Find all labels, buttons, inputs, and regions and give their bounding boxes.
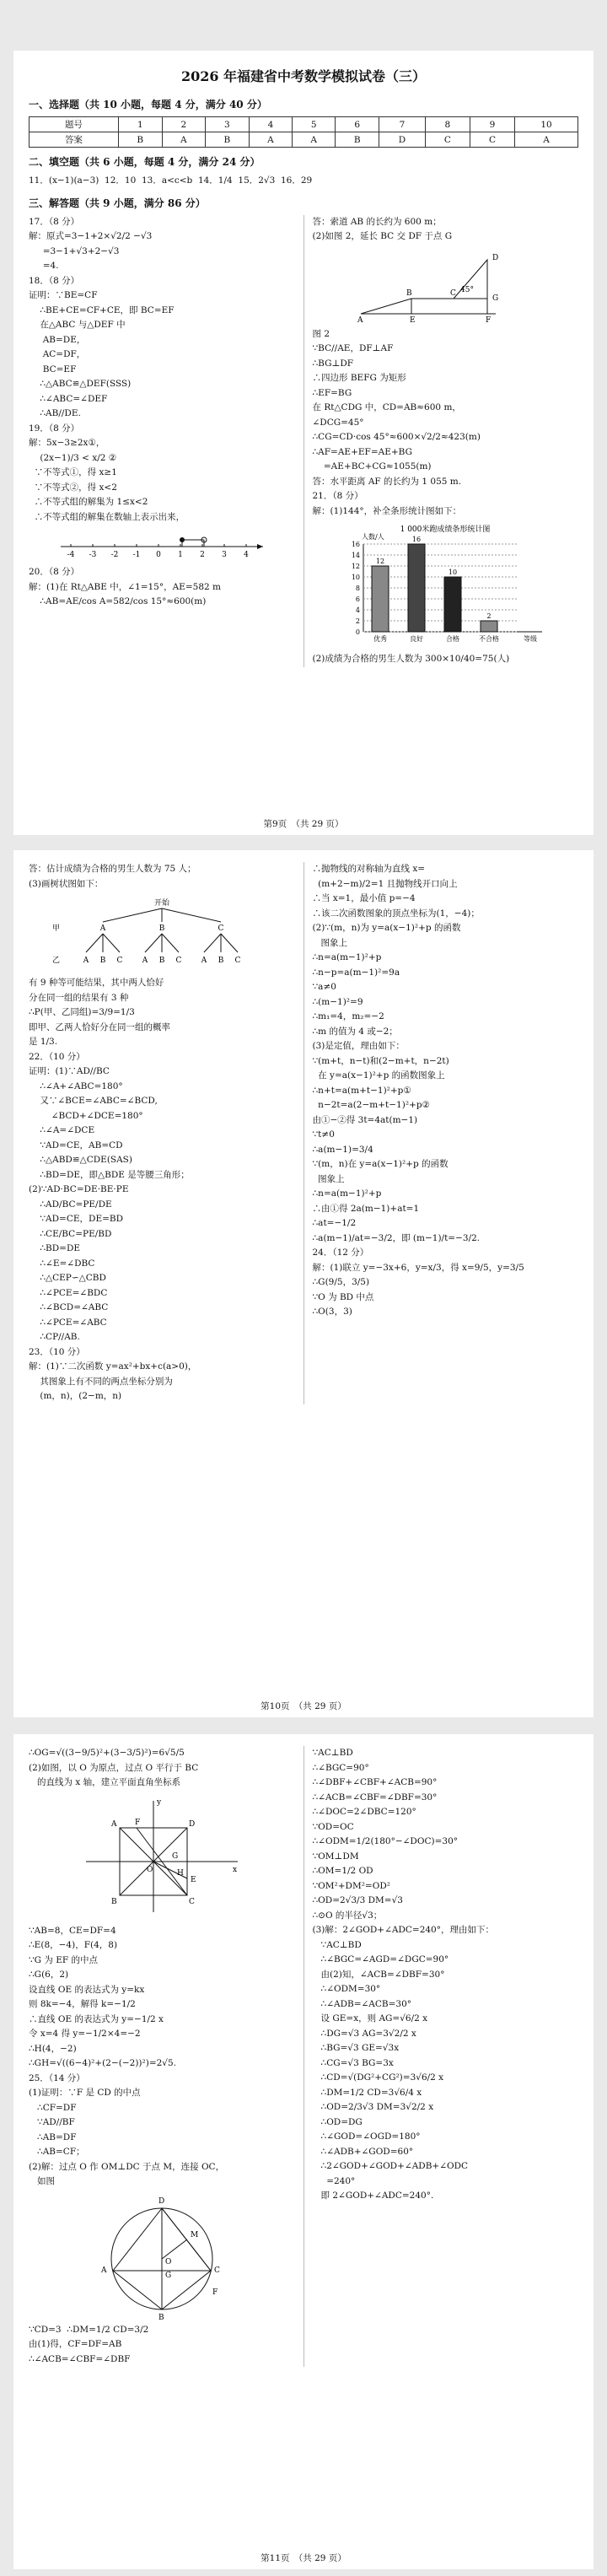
text-line: ∴CG=CD·cos 45°≈600×√2/2≈423(m) <box>312 432 481 442</box>
coordinate-figure <box>78 1794 246 1921</box>
text-line: ∴(m−1)²=9 <box>312 996 363 1007</box>
text-line: ∵OD=OC <box>312 1821 354 1832</box>
text-line: ∵CD=3 ∴DM=1/2 CD=3/2 <box>29 2324 149 2335</box>
tick-label: -3 <box>89 551 97 559</box>
y-tick-label: 0 <box>356 628 361 636</box>
tree-leaf: A <box>83 957 89 965</box>
tree-leaf: C <box>234 957 241 965</box>
table-cell: A <box>162 132 205 148</box>
text-line: 图象上 <box>312 1173 345 1184</box>
y-tick-label: 6 <box>356 595 361 603</box>
text-line: ∴当 x=1，最小值 p=−4 <box>312 893 416 903</box>
p2-right-column <box>304 862 579 1404</box>
text-line: 设直线 OE 的表达式为 y=kx <box>29 1984 145 1995</box>
text-line: ∴DG=√3 AG=3√2/2 x <box>312 2028 416 2039</box>
y-axis-label: 人数/人 <box>362 533 384 541</box>
text-line: ∴BG=√3 GE=√3x <box>312 2043 400 2053</box>
text-line: ∴OG=√((3−9/5)²+(3−3/5)²)=6√5/5 <box>29 1748 185 1758</box>
bar <box>372 566 389 632</box>
point-label: C <box>188 1897 195 1906</box>
tree-leaf: C <box>116 957 123 965</box>
p1-left-column <box>29 215 295 667</box>
point-label: A <box>100 2266 107 2275</box>
text-line: ∴CP//AB. <box>29 1332 80 1342</box>
tree-node: A <box>99 924 105 933</box>
table-cell: A <box>293 132 336 148</box>
text-line: ∵a≠0 <box>312 982 336 992</box>
text-line: ∴a(m−1)=3/4 <box>312 1144 373 1155</box>
text-line: ∴AB=DF <box>29 2131 77 2142</box>
text-line: ∴∠A=∠DCE <box>29 1125 95 1135</box>
tree-leaf: A <box>201 957 207 965</box>
page-title: 2026 年福建省中考数学模拟试卷（三） <box>180 68 427 84</box>
section-1-heading: 一、选择题（共 10 小题，每题 4 分，满分 40 分） <box>29 99 267 110</box>
point-label: O <box>146 1865 153 1874</box>
tree-leaf: B <box>99 957 106 965</box>
text-line: =4. <box>29 261 59 271</box>
text-line: (2)∵(m，n)为 y=a(x−1)²+p 的函数 <box>312 923 461 933</box>
x-tick-label: 不合格 <box>479 635 500 643</box>
bar-value-label: 12 <box>376 558 385 565</box>
text-line: (2)如图 2，延长 BC 交 DF 于点 G <box>312 231 453 241</box>
text-line: ∴n+t=a(m+t−1)²+p① <box>312 1085 411 1096</box>
text-line: 19．（8 分） <box>29 423 80 434</box>
text-line: (m，n)，(2−m，n) <box>29 1391 122 1401</box>
text-line: ∴BD=DE <box>29 1243 81 1253</box>
text-line: 20．（8 分） <box>29 567 80 577</box>
text-line: (2)成绩为合格的男生人数为 300×10/40=75(人) <box>312 654 510 664</box>
text-line: 设 GE=x，则 AG=√6/2 x <box>312 2013 428 2024</box>
tick-label: -4 <box>67 551 75 559</box>
text-line: 即甲、乙两人恰好分在同一组的概率 <box>29 1021 170 1032</box>
point-label: E <box>410 315 416 324</box>
text-line: ∴AF=AE+EF=AE+BG <box>312 446 412 457</box>
text-line: ∴抛物线的对称轴为直线 x= <box>312 864 426 874</box>
text-line: ∴CG=√3 BG=3x <box>312 2057 394 2068</box>
text-line: ∴OM=1/2 OD <box>312 1866 373 1876</box>
text-line: 由①−②得 3t=4at(m−1) <box>312 1114 418 1125</box>
text-line: (2)解：过点 O 作 OM⊥DC 于点 M，连接 OC， <box>29 2161 225 2172</box>
bar-chart <box>340 522 551 649</box>
text-line: ∴CF=DF <box>29 2102 77 2113</box>
text-line: 图 2 <box>312 328 330 339</box>
text-line: ∴不等式组的解集为 1≤x<2 <box>29 497 148 507</box>
tick-label: -2 <box>110 551 119 559</box>
text-line: ∴CE/BC=PE/BD <box>29 1228 112 1239</box>
tick-label: 1 <box>177 551 183 559</box>
table-cell: B <box>205 132 249 148</box>
text-line: ∵OM²+DM²=OD² <box>312 1880 390 1891</box>
text-line: ∴m₁=4，m₂=−2 <box>312 1011 384 1021</box>
text-line: 则 8k=−4，解得 k=−1/2 <box>29 1999 136 2009</box>
text-line: ∵OM⊥DM <box>312 1851 359 1862</box>
point-label: D <box>492 253 499 262</box>
text-line: 其图象上有不同的两点坐标分别为 <box>29 1376 173 1387</box>
table-cell: C <box>425 132 470 148</box>
text-line: ∴不等式组的解集在数轴上表示出来， <box>29 511 185 522</box>
point-label: B <box>110 1897 117 1906</box>
point-label: D <box>158 2196 164 2206</box>
point-label: F <box>134 1818 140 1827</box>
text-line: 在△ABC 与△DEF 中 <box>29 320 126 330</box>
text-line: ∴a(m−1)/at=−3/2，即 (m−1)/t=−3/2. <box>312 1232 481 1243</box>
point-label: y <box>156 1797 161 1807</box>
table-cell: 答案 <box>30 132 119 148</box>
fill-answers: 11．(x−1)(a−3) 12．10 13．a<c<b 14．1/4 15．2√3 16．29 <box>29 175 313 186</box>
text-line: ∴BG⊥DF <box>312 358 354 369</box>
text-line: 解：(1)∵二次函数 y=ax²+bx+c(a>0)， <box>29 1361 197 1372</box>
point-label: O <box>164 2257 172 2266</box>
y-tick-label: 12 <box>352 563 361 570</box>
y-tick-label: 16 <box>352 541 361 548</box>
table-cell: D <box>379 132 426 148</box>
point-label: 45° <box>460 285 475 294</box>
text-line: 21．（8 分） <box>312 491 363 501</box>
table-cell: 5 <box>293 117 336 132</box>
text-line: ∴n=a(m−1)²+p <box>312 1188 382 1199</box>
text-line: ∴P(甲、乙同组)=3/9=1/3 <box>29 1007 135 1017</box>
tick-label: 0 <box>155 551 161 559</box>
table-cell: A <box>515 132 578 148</box>
chart-title: 1 000米跑成绩条形统计图 <box>400 525 491 534</box>
text-line: ∴AB=CF； <box>29 2147 85 2157</box>
table-cell: 4 <box>249 117 292 132</box>
text-line: 证明：(1)∵AD//BC <box>29 1066 110 1076</box>
text-line: ∴OD=2√3/3 DM=√3 <box>312 1895 403 1905</box>
page-9 <box>13 51 594 835</box>
text-line: ∴OD=DG <box>312 2116 363 2127</box>
text-line: ∠BCD+∠DCE=180° <box>29 1110 143 1121</box>
page-footer: 第11页 （共 29 页） <box>261 2553 346 2563</box>
point-label: B <box>406 288 412 298</box>
text-line: ∵(m+t，n−t)和(2−m+t，n−2t) <box>312 1055 449 1066</box>
circle-figure <box>86 2193 238 2320</box>
text-line: 24．（12 分） <box>312 1248 369 1258</box>
text-line: ∵O 为 BD 中点 <box>312 1291 374 1302</box>
text-line: ∴∠ACB=∠CBF=∠DBF <box>29 2353 131 2364</box>
table-cell: B <box>118 132 162 148</box>
bar-value-label: 10 <box>449 569 458 576</box>
text-line: ∵AC⊥BD <box>312 1748 353 1758</box>
page-footer: 第10页 （共 29 页） <box>261 1701 346 1711</box>
text-line: 是 1/3. <box>29 1037 58 1047</box>
text-line: 令 x=4 得 y=−1/2×4=−2 <box>29 2029 141 2039</box>
text-line: ∴G(6，2) <box>29 1970 69 1980</box>
tick-label: 3 <box>221 551 227 559</box>
table-cell: C <box>470 132 514 148</box>
text-line: 22．（10 分） <box>29 1051 85 1062</box>
text-line: ∴BD=DE，即△BDE 是等腰三角形； <box>29 1169 190 1180</box>
text-line: ∴∠BGC=90° <box>312 1762 369 1773</box>
geometry-figure-2 <box>352 248 538 324</box>
section-2-heading: 二、填空题（共 6 小题，每题 4 分，满分 24 分） <box>29 156 261 168</box>
text-line: ∴∠ACB=∠CBF=∠DBF=30° <box>312 1792 438 1803</box>
text-line: ∴由①得 2a(m−1)+at=1 <box>312 1203 420 1214</box>
text-line: ∠DCG=45° <box>312 417 364 428</box>
x-tick-label: 优秀 <box>373 635 388 643</box>
text-line: (2)如图，以 O 为原点，过点 O 平行于 BC <box>29 1762 199 1773</box>
bar-value-label: 16 <box>412 536 422 543</box>
text-line: 在 y=a(x−1)²+p 的函数图象上 <box>312 1070 445 1081</box>
text-line: =AE+BC+CG≈1055(m) <box>312 461 432 472</box>
text-line: ∴2∠GOD+∠GOD+∠ADB+∠ODC <box>312 2161 469 2171</box>
text-line: (2)∵AD·BC=DE·BE·PE <box>29 1184 129 1194</box>
text-line: ∴at=−1/2 <box>312 1218 357 1228</box>
text-line: ∴△ABD≌△CDE(SAS) <box>29 1155 132 1165</box>
tree-leaf: C <box>175 957 182 965</box>
y-tick-label: 14 <box>352 552 361 559</box>
table-cell: 8 <box>425 117 470 132</box>
text-line: ∴直线 OE 的表达式为 y=−1/2 x <box>29 2013 164 2024</box>
tree-root: 开始 <box>153 899 169 908</box>
text-line: 25．（14 分） <box>29 2072 85 2083</box>
bar <box>444 577 461 632</box>
text-line: (1)证明：∵F 是 CD 的中点 <box>29 2088 141 2098</box>
text-line: ∵(m，n)在 y=a(x−1)²+p 的函数 <box>312 1159 449 1169</box>
tree-leaf: B <box>158 957 165 965</box>
x-axis-label: 等级 <box>524 635 538 643</box>
text-line: ∴∠GOD=∠OGD=180° <box>312 2131 421 2142</box>
tick-label: 2 <box>199 551 205 559</box>
y-tick-label: 10 <box>352 574 361 581</box>
point-label: H <box>176 1868 184 1878</box>
text-line: n−2t=a(2−m+t−1)²+p② <box>312 1100 430 1110</box>
text-line: ∴∠BGC=∠AGD=∠DGC=90° <box>312 1954 449 1964</box>
page-10 <box>13 850 594 1717</box>
bar-value-label: 2 <box>486 612 492 620</box>
text-line: 答：估计成绩为合格的男生人数为 75 人； <box>29 864 196 874</box>
text-line: 答：水平距离 AF 的长约为 1 055 m. <box>312 476 462 487</box>
text-line: ∴OD=2/3√3 DM=3√2/2 x <box>312 2102 434 2112</box>
y-tick-label: 2 <box>356 617 361 625</box>
text-line: (3)是定值，理由如下： <box>312 1041 405 1051</box>
point-label: G <box>164 2271 171 2280</box>
text-line: 解：(1)在 Rt△ABE 中，∠1=15°，AE=582 m <box>29 581 221 592</box>
table-cell: A <box>249 132 292 148</box>
text-line: ∴CD=√(DG²+CG²)=3√6/2 x <box>312 2072 444 2083</box>
table-cell: 7 <box>379 117 426 132</box>
point-label: G <box>492 294 499 303</box>
text-line: ∴BE+CE=CF+CE，即 BC=EF <box>29 304 175 315</box>
x-tick-label: 良好 <box>410 635 424 643</box>
text-line: ∵AB=8，CE=DF=4 <box>29 1925 116 1936</box>
tree-node: C <box>218 924 224 933</box>
text-line: 如图 <box>29 2176 56 2186</box>
text-line: ∴n−p=a(m−1)²=9a <box>312 967 400 978</box>
text-line: 由(1)得，CF=DF=AB <box>29 2339 122 2349</box>
point-label: x <box>232 1865 237 1874</box>
tree-leaf: B <box>218 957 224 965</box>
text-line: 解：(1)联立 y=−3x+6，y=x/3，得 x=9/5，y=3/5 <box>312 1262 524 1273</box>
text-line: 解：原式=3−1+2×√2/2 −√3 <box>29 231 153 241</box>
text-line: =3−1+√3+2−√3 <box>29 245 120 256</box>
tree-diagram <box>35 895 288 973</box>
text-line: 证明：∵BE=CF <box>29 290 98 300</box>
table-cell: 题号 <box>30 117 119 132</box>
text-line: ∵G 为 EF 的中点 <box>29 1954 99 1965</box>
text-line: 又∵∠BCE=∠ABC=∠BCD, <box>29 1096 158 1106</box>
text-line: ∴该二次函数图象的顶点坐标为(1，−4)； <box>312 908 480 919</box>
text-line: 17．（8 分） <box>29 216 80 227</box>
answer-table <box>29 116 578 148</box>
text-line: (3)解：2∠GOD+∠ADC=240°，理由如下： <box>312 1925 494 1935</box>
text-line: ∴n=a(m−1)²+p <box>312 952 382 962</box>
text-line: ∴∠E=∠DBC <box>29 1258 95 1269</box>
text-line: 的直线为 x 轴，建立平面直角坐标系 <box>29 1777 181 1787</box>
text-line: ∵不等式②，得 x<2 <box>29 482 117 493</box>
text-line: ∴∠A+∠ABC=180° <box>29 1081 123 1091</box>
text-line: ∴∠PCE=∠BDC <box>29 1287 108 1298</box>
page-11 <box>13 1734 594 2569</box>
text-line: ∴O(3，3) <box>312 1307 352 1317</box>
text-line: ∵不等式①，得 x≥1 <box>29 467 117 477</box>
p3-left-column <box>29 1746 295 2367</box>
text-line: ∴∠ODM=30° <box>312 1984 381 1994</box>
text-line: BC=EF <box>29 364 77 375</box>
section-3-heading: 三、解答题（共 9 小题，满分 86 分） <box>29 197 206 209</box>
table-cell: 2 <box>162 117 205 132</box>
text-line: 有 9 种等可能结果，其中两人恰好 <box>29 978 164 988</box>
y-tick-label: 8 <box>356 585 361 592</box>
text-line: ∴⊙O 的半径√3； <box>312 1910 383 1921</box>
text-line: ∴AB//DE. <box>29 408 81 418</box>
point-label: C <box>450 288 457 298</box>
point-label: G <box>171 1851 178 1861</box>
table-cell: 3 <box>205 117 249 132</box>
point-label: B <box>158 2313 164 2320</box>
tick-label: 4 <box>243 551 249 559</box>
text-line: ∴AD/BC=PE/DE <box>29 1199 112 1210</box>
text-line: ∵AD=CE，AB=CD <box>29 1140 123 1151</box>
text-line: ∴EF=BG <box>312 387 352 398</box>
bar <box>481 621 497 632</box>
text-line: 18．（8 分） <box>29 275 80 286</box>
text-line: ∴m 的值为 4 或−2； <box>312 1026 398 1037</box>
number-line-figure <box>52 528 271 562</box>
text-line: 答：索道 AB 的长约为 600 m； <box>312 216 442 227</box>
text-line: ∴E(8，−4)，F(4，8) <box>29 1940 118 1950</box>
text-line: ∴AB=AE/cos A=582/cos 15°≈600(m) <box>29 596 207 606</box>
text-line: 在 Rt△CDG 中，CD=AB≈600 m， <box>312 402 461 412</box>
y-tick-label: 4 <box>356 606 361 614</box>
bar <box>408 544 425 632</box>
x-tick-label: 合格 <box>446 635 460 643</box>
text-line: AC=DF， <box>29 349 86 359</box>
text-line: 图象上 <box>312 937 348 948</box>
table-cell: 6 <box>336 117 379 132</box>
point-label: C <box>213 2266 220 2275</box>
table-cell: 10 <box>515 117 578 132</box>
text-line: ∴∠BCD=∠ABC <box>29 1302 109 1312</box>
text-line: ∵AD//BF <box>29 2117 75 2127</box>
point-label: E <box>190 1875 196 1884</box>
point-label: D <box>188 1819 195 1829</box>
text-line: ∵AC⊥BD <box>312 1939 362 1950</box>
page-footer: 第9页 （共 29 页） <box>263 819 344 829</box>
text-line: ∴∠ODM=1/2(180°−∠DOC)=30° <box>312 1836 459 1846</box>
text-line: (m+2−m)/2=1 且抛物线开口向上 <box>312 878 458 889</box>
text-line: 23．（10 分） <box>29 1346 85 1357</box>
text-line: ∴∠PCE=∠ABC <box>29 1317 107 1328</box>
text-line: ∴△CEP∽△CBD <box>29 1273 106 1283</box>
point-label: A <box>357 315 363 324</box>
text-line: 解：5x−3≥2x①， <box>29 438 105 448</box>
text-line: ∴△ABC≌△DEF(SSS) <box>29 379 132 389</box>
text-line: ∴G(9/5，3/5) <box>312 1277 370 1287</box>
text-line: ∴GH=√((6−4)²+(2−(−2))²)=2√5. <box>29 2058 177 2068</box>
text-line: 分在同一组的结果有 3 种 <box>29 992 129 1003</box>
text-line: 由(2)知，∠ACB=∠DBF=30° <box>312 1969 445 1980</box>
p2-left-column <box>29 862 295 1404</box>
table-cell: B <box>336 132 379 148</box>
text-line: ∴H(4，−2) <box>29 2043 77 2054</box>
text-line: ∴∠ADB=∠ACB=30° <box>312 1998 412 2009</box>
text-line: ∴四边形 BEFG 为矩形 <box>312 373 406 383</box>
text-line: ∵AD=CE，DE=BD <box>29 1214 124 1224</box>
table-cell: 9 <box>470 117 514 132</box>
text-line: 即 2∠GOD+∠ADC=240°. <box>312 2191 434 2201</box>
tree-level-label: 甲 <box>51 924 60 933</box>
text-line: AB=DE， <box>29 334 86 345</box>
text-line: ∴∠ADB+∠GOD=60° <box>312 2146 414 2157</box>
p3-right-column <box>304 1746 579 2367</box>
table-cell: 1 <box>118 117 162 132</box>
text-line: ∵t≠0 <box>312 1129 335 1140</box>
tree-leaf: A <box>142 957 148 965</box>
text-line: ∴DM=1/2 CD=3√6/4 x <box>312 2087 422 2098</box>
text-line: ∴∠ABC=∠DEF <box>29 393 108 404</box>
point-label: F <box>212 2288 218 2297</box>
text-line: (3)画树状图如下： <box>29 878 104 889</box>
point-label: A <box>110 1819 117 1829</box>
text-line: (2x−1)/3 < x/2 ② <box>29 452 117 463</box>
tree-level-label: 乙 <box>51 957 60 965</box>
tick-label: -1 <box>132 551 141 559</box>
tree-node: B <box>158 924 165 933</box>
text-line: ∴∠DOC=2∠DBC=120° <box>312 1807 416 1817</box>
text-line: 解：(1)144°，补全条形统计图如下： <box>312 505 462 516</box>
point-label: M <box>190 2230 198 2239</box>
text-line: =240° <box>312 2175 356 2186</box>
p1-right-column <box>304 215 579 667</box>
text-line: ∴∠DBF+∠CBF+∠ACB=90° <box>312 1777 438 1787</box>
text-line: ∵BC//AE，DF⊥AF <box>312 343 394 353</box>
point-label: F <box>486 315 492 324</box>
